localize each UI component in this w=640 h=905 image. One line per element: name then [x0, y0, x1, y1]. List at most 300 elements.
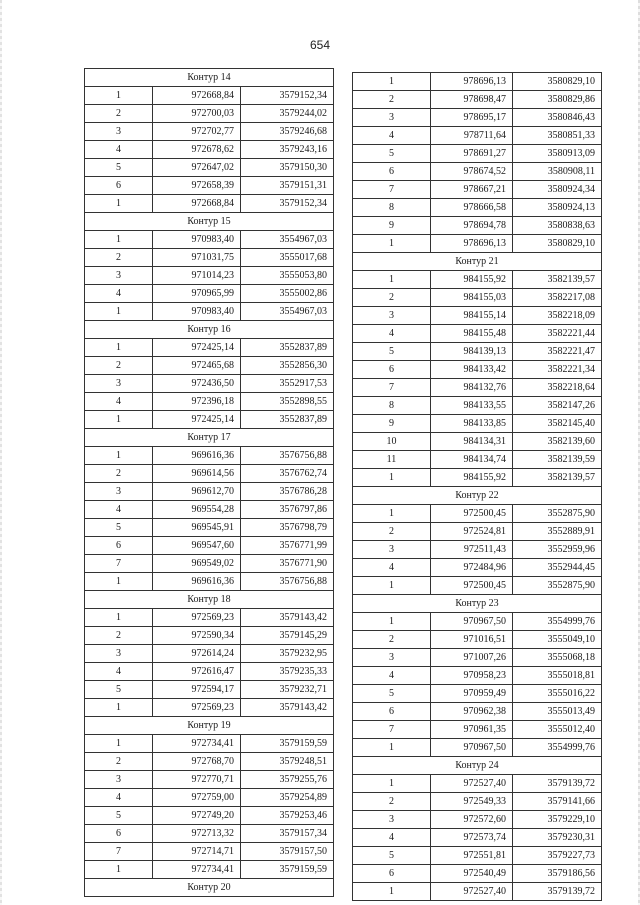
x-coordinate: 969549,02 [153, 555, 241, 573]
y-coordinate: 3576756,88 [241, 573, 334, 591]
x-coordinate: 972524,81 [431, 523, 513, 541]
y-coordinate: 3552898,55 [241, 393, 334, 411]
y-coordinate: 3576771,90 [241, 555, 334, 573]
coordinates-table-right [352, 72, 602, 901]
point-number: 3 [353, 811, 431, 829]
point-number: 6 [353, 865, 431, 883]
point-number: 1 [353, 883, 431, 901]
table-row [85, 699, 334, 717]
contour-title: Контур 24 [353, 757, 602, 775]
y-coordinate: 3579143,42 [241, 609, 334, 627]
x-coordinate: 969554,28 [153, 501, 241, 519]
point-number: 6 [85, 177, 153, 195]
point-number: 2 [85, 753, 153, 771]
x-coordinate: 978667,21 [431, 181, 513, 199]
point-number: 3 [85, 123, 153, 141]
point-number: 5 [85, 807, 153, 825]
table-row [353, 559, 602, 577]
x-coordinate: 978694,78 [431, 217, 513, 235]
table-row [353, 469, 602, 487]
y-coordinate: 3579255,76 [241, 771, 334, 789]
table-row [353, 811, 602, 829]
point-number: 7 [353, 181, 431, 199]
point-number: 2 [353, 631, 431, 649]
coordinates-table-left-body [85, 69, 334, 897]
y-coordinate: 3555002,86 [241, 285, 334, 303]
contour-title: Контур 17 [85, 429, 334, 447]
y-coordinate: 3576786,28 [241, 483, 334, 501]
point-number: 4 [353, 829, 431, 847]
y-coordinate: 3582218,64 [513, 379, 602, 397]
y-coordinate: 3582139,60 [513, 433, 602, 451]
x-coordinate: 972658,39 [153, 177, 241, 195]
y-coordinate: 3579151,31 [241, 177, 334, 195]
point-number: 4 [353, 127, 431, 145]
table-row [353, 865, 602, 883]
table-row [85, 537, 334, 555]
table-row [85, 177, 334, 195]
y-coordinate: 3576762,74 [241, 465, 334, 483]
x-coordinate: 984155,03 [431, 289, 513, 307]
x-coordinate: 972616,47 [153, 663, 241, 681]
table-row [85, 285, 334, 303]
point-number: 1 [85, 195, 153, 213]
y-coordinate: 3579230,31 [513, 829, 602, 847]
x-coordinate: 970962,38 [431, 703, 513, 721]
x-coordinate: 978674,52 [431, 163, 513, 181]
point-number: 5 [85, 519, 153, 537]
table-row [353, 883, 602, 901]
y-coordinate: 3555016,22 [513, 685, 602, 703]
point-number: 2 [85, 105, 153, 123]
x-coordinate: 972527,40 [431, 883, 513, 901]
y-coordinate: 3579244,02 [241, 105, 334, 123]
y-coordinate: 3579159,59 [241, 861, 334, 879]
point-number: 4 [85, 393, 153, 411]
y-coordinate: 3580913,09 [513, 145, 602, 163]
point-number: 1 [85, 735, 153, 753]
x-coordinate: 971007,26 [431, 649, 513, 667]
x-coordinate: 972647,02 [153, 159, 241, 177]
y-coordinate: 3580908,11 [513, 163, 602, 181]
table-row [85, 771, 334, 789]
table-row [353, 649, 602, 667]
point-number: 4 [353, 559, 431, 577]
contour-title: Контур 19 [85, 717, 334, 735]
contour-title-row [85, 591, 334, 609]
table-row [85, 681, 334, 699]
point-number: 3 [85, 645, 153, 663]
table-row [85, 555, 334, 573]
table-row [353, 721, 602, 739]
y-coordinate: 3555068,18 [513, 649, 602, 667]
y-coordinate: 3582139,59 [513, 451, 602, 469]
y-coordinate: 3579139,72 [513, 883, 602, 901]
point-number: 1 [85, 609, 153, 627]
point-number: 4 [353, 667, 431, 685]
x-coordinate: 984155,92 [431, 271, 513, 289]
x-coordinate: 984134,31 [431, 433, 513, 451]
table-row [353, 361, 602, 379]
point-number: 3 [85, 375, 153, 393]
point-number: 1 [353, 739, 431, 757]
point-number: 8 [353, 397, 431, 415]
x-coordinate: 972573,74 [431, 829, 513, 847]
y-coordinate: 3555017,68 [241, 249, 334, 267]
table-row [353, 127, 602, 145]
contour-title-row [85, 213, 334, 231]
table-row [85, 483, 334, 501]
point-number: 11 [353, 451, 431, 469]
point-number: 1 [85, 411, 153, 429]
x-coordinate: 972770,71 [153, 771, 241, 789]
table-row [85, 249, 334, 267]
table-row [85, 843, 334, 861]
table-row [85, 663, 334, 681]
table-row [353, 433, 602, 451]
y-coordinate: 3579232,95 [241, 645, 334, 663]
y-coordinate: 3579254,89 [241, 789, 334, 807]
table-row [85, 195, 334, 213]
x-coordinate: 978711,64 [431, 127, 513, 145]
x-coordinate: 972465,68 [153, 357, 241, 375]
table-row [353, 181, 602, 199]
x-coordinate: 972551,81 [431, 847, 513, 865]
x-coordinate: 978696,13 [431, 73, 513, 91]
table-row [85, 411, 334, 429]
y-coordinate: 3576798,79 [241, 519, 334, 537]
point-number: 1 [353, 775, 431, 793]
point-number: 3 [85, 483, 153, 501]
y-coordinate: 3552837,89 [241, 339, 334, 357]
point-number: 5 [353, 847, 431, 865]
y-coordinate: 3555049,10 [513, 631, 602, 649]
x-coordinate: 972549,33 [431, 793, 513, 811]
point-number: 1 [85, 447, 153, 465]
table-row [85, 735, 334, 753]
x-coordinate: 972569,23 [153, 609, 241, 627]
point-number: 2 [353, 793, 431, 811]
page-edge-left [0, 0, 2, 905]
contour-title-row [353, 757, 602, 775]
x-coordinate: 969612,70 [153, 483, 241, 501]
table-row [85, 267, 334, 285]
y-coordinate: 3580838,63 [513, 217, 602, 235]
x-coordinate: 972702,77 [153, 123, 241, 141]
y-coordinate: 3579159,59 [241, 735, 334, 753]
table-row [353, 235, 602, 253]
x-coordinate: 971031,75 [153, 249, 241, 267]
y-coordinate: 3582147,26 [513, 397, 602, 415]
y-coordinate: 3579141,66 [513, 793, 602, 811]
y-coordinate: 3576756,88 [241, 447, 334, 465]
table-row [85, 465, 334, 483]
y-coordinate: 3580924,13 [513, 199, 602, 217]
contour-title: Контур 22 [353, 487, 602, 505]
y-coordinate: 3555018,81 [513, 667, 602, 685]
point-number: 6 [353, 703, 431, 721]
x-coordinate: 978695,17 [431, 109, 513, 127]
point-number: 1 [85, 231, 153, 249]
x-coordinate: 978691,27 [431, 145, 513, 163]
x-coordinate: 972713,32 [153, 825, 241, 843]
contour-title: Контур 23 [353, 595, 602, 613]
table-row [85, 231, 334, 249]
y-coordinate: 3579186,56 [513, 865, 602, 883]
point-number: 4 [85, 141, 153, 159]
point-number: 1 [353, 469, 431, 487]
table-row [353, 217, 602, 235]
y-coordinate: 3580829,86 [513, 91, 602, 109]
table-row [85, 87, 334, 105]
x-coordinate: 984134,74 [431, 451, 513, 469]
x-coordinate: 972734,41 [153, 735, 241, 753]
x-coordinate: 984155,14 [431, 307, 513, 325]
y-coordinate: 3579246,68 [241, 123, 334, 141]
x-coordinate: 972700,03 [153, 105, 241, 123]
point-number: 1 [353, 235, 431, 253]
x-coordinate: 969547,60 [153, 537, 241, 555]
point-number: 3 [353, 541, 431, 559]
point-number: 1 [353, 271, 431, 289]
y-coordinate: 3576797,86 [241, 501, 334, 519]
point-number: 5 [353, 343, 431, 361]
x-coordinate: 972540,49 [431, 865, 513, 883]
table-row [85, 375, 334, 393]
table-row [353, 577, 602, 595]
y-coordinate: 3555012,40 [513, 721, 602, 739]
x-coordinate: 972527,40 [431, 775, 513, 793]
coordinates-table-left [84, 68, 334, 897]
table-row [353, 847, 602, 865]
table-row [353, 325, 602, 343]
y-coordinate: 3554967,03 [241, 231, 334, 249]
table-row [353, 109, 602, 127]
point-number: 3 [85, 771, 153, 789]
y-coordinate: 3576771,99 [241, 537, 334, 555]
y-coordinate: 3582221,34 [513, 361, 602, 379]
table-row [353, 667, 602, 685]
x-coordinate: 978696,13 [431, 235, 513, 253]
x-coordinate: 984133,85 [431, 415, 513, 433]
point-number: 1 [85, 573, 153, 591]
point-number: 2 [85, 465, 153, 483]
table-row [353, 343, 602, 361]
contour-title: Контур 21 [353, 253, 602, 271]
x-coordinate: 984133,55 [431, 397, 513, 415]
x-coordinate: 972500,45 [431, 577, 513, 595]
point-number: 5 [353, 685, 431, 703]
point-number: 1 [85, 861, 153, 879]
y-coordinate: 3552917,53 [241, 375, 334, 393]
contour-title-row [85, 879, 334, 897]
point-number: 2 [85, 627, 153, 645]
y-coordinate: 3579152,34 [241, 87, 334, 105]
y-coordinate: 3579152,34 [241, 195, 334, 213]
x-coordinate: 969614,56 [153, 465, 241, 483]
y-coordinate: 3582145,40 [513, 415, 602, 433]
y-coordinate: 3554999,76 [513, 739, 602, 757]
x-coordinate: 978698,47 [431, 91, 513, 109]
table-row [353, 505, 602, 523]
x-coordinate: 978666,58 [431, 199, 513, 217]
point-number: 3 [353, 649, 431, 667]
table-row [85, 123, 334, 141]
point-number: 2 [353, 91, 431, 109]
table-row [353, 685, 602, 703]
y-coordinate: 3579248,51 [241, 753, 334, 771]
point-number: 6 [85, 537, 153, 555]
table-row [353, 73, 602, 91]
x-coordinate: 984139,13 [431, 343, 513, 361]
table-row [353, 613, 602, 631]
point-number: 6 [353, 361, 431, 379]
point-number: 2 [353, 523, 431, 541]
contour-title-row [353, 595, 602, 613]
x-coordinate: 972572,60 [431, 811, 513, 829]
page-number: 654 [309, 38, 331, 52]
table-row [85, 627, 334, 645]
point-number: 2 [85, 357, 153, 375]
table-row [353, 703, 602, 721]
x-coordinate: 970967,50 [431, 613, 513, 631]
x-coordinate: 970961,35 [431, 721, 513, 739]
point-number: 6 [85, 825, 153, 843]
table-row [353, 631, 602, 649]
x-coordinate: 970967,50 [431, 739, 513, 757]
contour-title-row [85, 321, 334, 339]
table-row [353, 379, 602, 397]
x-coordinate: 984133,42 [431, 361, 513, 379]
point-number: 1 [85, 339, 153, 357]
point-number: 9 [353, 415, 431, 433]
y-coordinate: 3579229,10 [513, 811, 602, 829]
point-number: 1 [85, 303, 153, 321]
x-coordinate: 970983,40 [153, 231, 241, 249]
x-coordinate: 970958,23 [431, 667, 513, 685]
contour-title-row [353, 487, 602, 505]
x-coordinate: 972749,20 [153, 807, 241, 825]
x-coordinate: 972425,14 [153, 411, 241, 429]
y-coordinate: 3555013,49 [513, 703, 602, 721]
y-coordinate: 3580924,34 [513, 181, 602, 199]
x-coordinate: 972678,62 [153, 141, 241, 159]
y-coordinate: 3582139,57 [513, 271, 602, 289]
point-number: 5 [353, 145, 431, 163]
table-row [85, 861, 334, 879]
point-number: 4 [353, 325, 431, 343]
point-number: 10 [353, 433, 431, 451]
x-coordinate: 984155,48 [431, 325, 513, 343]
table-row [353, 793, 602, 811]
x-coordinate: 970983,40 [153, 303, 241, 321]
table-row [353, 541, 602, 559]
point-number: 1 [353, 577, 431, 595]
table-row [353, 91, 602, 109]
point-number: 5 [85, 159, 153, 177]
y-coordinate: 3579157,34 [241, 825, 334, 843]
y-coordinate: 3552959,96 [513, 541, 602, 559]
table-row [85, 141, 334, 159]
point-number: 1 [353, 613, 431, 631]
contour-title-row [85, 69, 334, 87]
y-coordinate: 3579143,42 [241, 699, 334, 717]
table-row [353, 739, 602, 757]
y-coordinate: 3579232,71 [241, 681, 334, 699]
table-row [85, 789, 334, 807]
x-coordinate: 972614,24 [153, 645, 241, 663]
y-coordinate: 3582221,47 [513, 343, 602, 361]
x-coordinate: 969616,36 [153, 573, 241, 591]
table-row [85, 645, 334, 663]
point-number: 3 [353, 307, 431, 325]
y-coordinate: 3579243,16 [241, 141, 334, 159]
y-coordinate: 3579150,30 [241, 159, 334, 177]
point-number: 8 [353, 199, 431, 217]
y-coordinate: 3582218,09 [513, 307, 602, 325]
table-row [85, 159, 334, 177]
y-coordinate: 3552837,89 [241, 411, 334, 429]
table-row [85, 573, 334, 591]
table-row [85, 519, 334, 537]
table-row [85, 105, 334, 123]
y-coordinate: 3580829,10 [513, 73, 602, 91]
point-number: 1 [85, 87, 153, 105]
point-number: 2 [85, 249, 153, 267]
x-coordinate: 972436,50 [153, 375, 241, 393]
y-coordinate: 3582139,57 [513, 469, 602, 487]
table-row [353, 397, 602, 415]
table-row [353, 829, 602, 847]
point-number: 9 [353, 217, 431, 235]
table-row [353, 163, 602, 181]
table-row [85, 753, 334, 771]
y-coordinate: 3579227,73 [513, 847, 602, 865]
x-coordinate: 972500,45 [431, 505, 513, 523]
x-coordinate: 972396,18 [153, 393, 241, 411]
point-number: 7 [353, 721, 431, 739]
y-coordinate: 3554967,03 [241, 303, 334, 321]
table-row [85, 303, 334, 321]
x-coordinate: 972594,17 [153, 681, 241, 699]
x-coordinate: 972511,43 [431, 541, 513, 559]
x-coordinate: 972768,70 [153, 753, 241, 771]
x-coordinate: 971016,51 [431, 631, 513, 649]
x-coordinate: 984155,92 [431, 469, 513, 487]
table-row [353, 199, 602, 217]
x-coordinate: 970959,49 [431, 685, 513, 703]
table-row [353, 523, 602, 541]
x-coordinate: 972734,41 [153, 861, 241, 879]
point-number: 6 [353, 163, 431, 181]
x-coordinate: 972759,00 [153, 789, 241, 807]
y-coordinate: 3580851,33 [513, 127, 602, 145]
table-row [85, 501, 334, 519]
y-coordinate: 3579157,50 [241, 843, 334, 861]
point-number: 4 [85, 789, 153, 807]
contour-title: Контур 18 [85, 591, 334, 609]
table-row [353, 307, 602, 325]
contour-title-row [85, 717, 334, 735]
x-coordinate: 972668,84 [153, 195, 241, 213]
point-number: 7 [85, 843, 153, 861]
coordinates-table-right-body [353, 73, 602, 901]
point-number: 3 [85, 267, 153, 285]
y-coordinate: 3552875,90 [513, 577, 602, 595]
point-number: 4 [85, 501, 153, 519]
x-coordinate: 972425,14 [153, 339, 241, 357]
y-coordinate: 3580846,43 [513, 109, 602, 127]
